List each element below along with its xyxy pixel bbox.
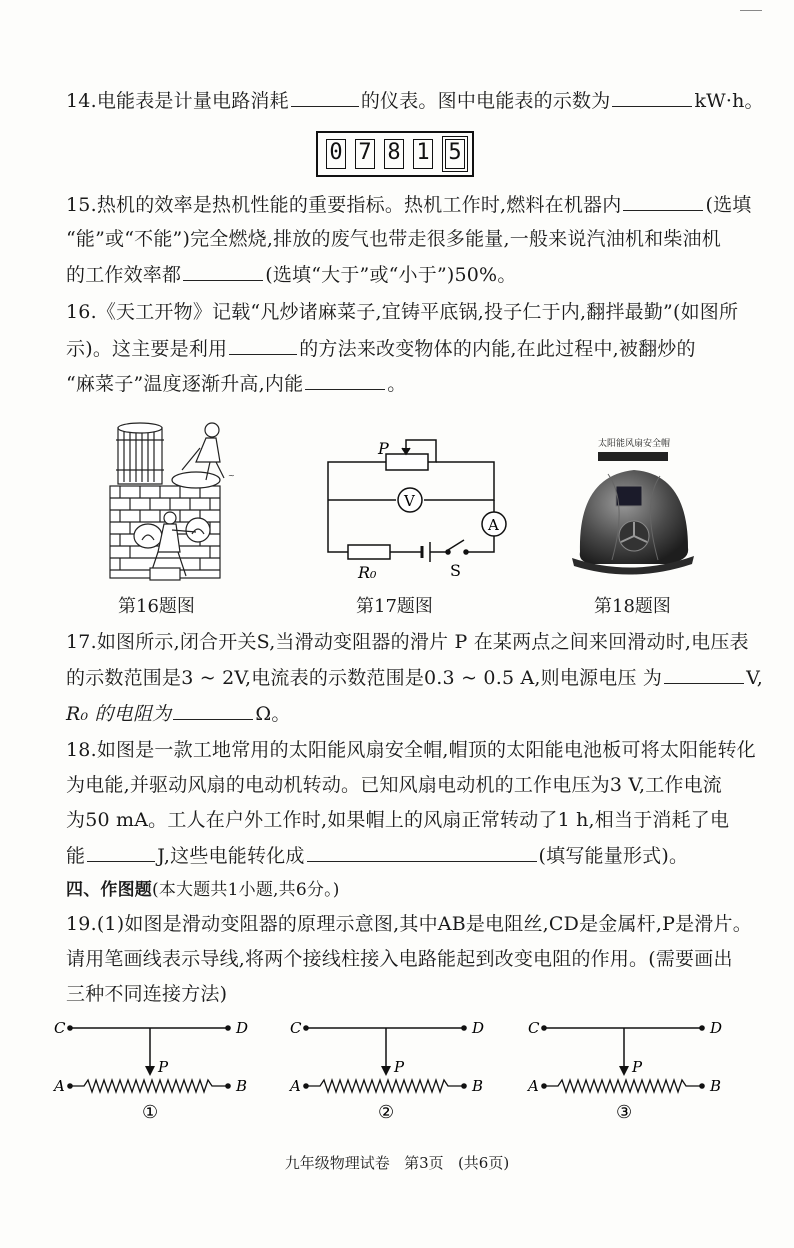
terminal-d: D <box>710 1019 723 1037</box>
question-17-line-1: 17.如图所示,闭合开关S,当滑动变阻器的滑片 P 在某两点之间来回滑动时,电压表 <box>66 631 749 653</box>
diagram-number: ③ <box>616 1102 633 1123</box>
question-18-line-3: 为50 mA。工人在户外工作时,如果帽上的风扇正常转动了1 h,相当于消耗了电 <box>66 809 730 831</box>
q18-text: 能 <box>66 845 86 867</box>
meter-digit: 8 <box>384 139 404 169</box>
question-15-line-3 <box>66 262 517 287</box>
resistor-r0 <box>348 545 390 559</box>
fig17-label-r0: R₀ <box>358 563 377 582</box>
rheostat <box>386 454 428 470</box>
answer-blank[interactable] <box>623 192 703 211</box>
q16-text: “麻菜子”温度逐渐升高,内能 <box>66 373 304 395</box>
q15-text: 15.热机的效率是热机性能的重要指标。热机工作时,燃料在机器内 <box>66 194 622 216</box>
terminal-d: D <box>472 1019 485 1037</box>
q17-text: V, <box>746 667 763 689</box>
fig17-circuit <box>318 432 510 582</box>
q17-text: Ω。 <box>255 703 291 725</box>
fig17-caption: 第17题图 <box>356 596 433 617</box>
section-title: 四、作图题 <box>66 880 152 900</box>
answer-blank[interactable] <box>87 843 155 862</box>
rheostat-diagrams <box>50 1010 750 1130</box>
question-18-line-1: 18.如图是一款工地常用的太阳能风扇安全帽,帽顶的太阳能电池板可将太阳能转化 <box>66 739 756 761</box>
terminal-d: D <box>236 1019 249 1037</box>
rheostat-diagram-1 <box>52 1019 248 1123</box>
q18-text: J,这些电能转化成 <box>157 845 305 867</box>
answer-blank[interactable] <box>664 665 744 684</box>
ammeter-label: A <box>488 516 499 534</box>
answer-blank[interactable] <box>173 701 253 720</box>
question-18-line-2: 为电能,并驱动风扇的电动机转动。已知风扇电动机的工作电压为3 V,工作电流 <box>66 774 723 796</box>
question-18-line-4 <box>66 843 688 868</box>
slider-p: P <box>158 1058 169 1076</box>
q15-text: (选填“大于”或“小于”)50%。 <box>265 264 517 286</box>
question-15-line-1 <box>66 192 751 217</box>
q14-unit: kW·h。 <box>694 90 764 112</box>
terminal-b: B <box>236 1077 248 1095</box>
diagram-number: ② <box>378 1102 395 1123</box>
q17-text: R₀ 的电阻为 <box>66 703 172 725</box>
q16-text: 的方法来改变物体的内能,在此过程中,被翻炒的 <box>299 338 696 360</box>
slider-p: P <box>632 1058 643 1076</box>
question-17-line-3 <box>66 701 291 726</box>
meter-digit: 0 <box>326 139 346 169</box>
switch-label: S <box>450 561 461 580</box>
terminal-a: A <box>528 1077 539 1095</box>
terminal-a: A <box>54 1077 65 1095</box>
question-16-line-1: 16.《天工开物》记载“凡炒诸麻菜子,宜铸平底锅,投子仁于内,翻拌最勤”(如图所 <box>66 301 739 323</box>
fig17-label-p: P <box>378 439 389 458</box>
answer-blank[interactable] <box>305 371 385 390</box>
fig18-title: 太阳能风扇安全帽 <box>597 439 671 449</box>
question-17-line-2 <box>66 665 763 690</box>
q14-text-a: 14.电能表是计量电路消耗 <box>66 90 289 112</box>
fig18-label-bar <box>598 452 668 461</box>
voltmeter-label: V <box>404 492 415 510</box>
rheostat-diagram-3 <box>526 1019 722 1123</box>
q16-text: 示)。这主要是利用 <box>66 338 228 360</box>
answer-blank[interactable] <box>229 336 297 355</box>
section-note: (本大题共1小题,共6分。) <box>152 880 340 900</box>
question-16-line-3 <box>66 371 406 396</box>
question-19-line-3: 三种不同连接方法) <box>66 983 228 1005</box>
meter-digit: 7 <box>355 139 375 169</box>
page-footer: 九年级物理试卷 第3页 (共6页) <box>284 1154 510 1172</box>
solar-panel <box>616 486 642 506</box>
question-19-line-1: 19.(1)如图是滑动变阻器的原理示意图,其中AB是电阻丝,CD是金属杆,P是滑片。 <box>66 913 752 935</box>
scan-mark <box>740 10 762 11</box>
question-16-line-2 <box>66 336 696 361</box>
terminal-c: C <box>54 1019 66 1037</box>
fig16-annotation: ~ <box>228 471 235 480</box>
terminal-b: B <box>472 1077 484 1095</box>
terminal-b: B <box>710 1077 722 1095</box>
q14-text-b: 的仪表。图中电能表的示数为 <box>360 90 611 112</box>
terminal-c: C <box>528 1019 540 1037</box>
terminal-c: C <box>290 1019 302 1037</box>
q18-text: (填写能量形式)。 <box>538 845 689 867</box>
q16-text: 。 <box>387 373 407 395</box>
fig18-caption: 第18题图 <box>594 596 671 617</box>
q15-text: (选填 <box>705 194 752 216</box>
fig16-illustration <box>100 418 260 586</box>
question-15-line-2: “能”或“不能”)完全燃烧,排放的废气也带走很多能量,一般来说汽油机和柴油机 <box>66 228 721 250</box>
fig16-caption: 第16题图 <box>118 596 195 617</box>
q17-text: 的示数范围是3 ~ 2V,电流表的示数范围是0.3 ~ 0.5 A,则电源电压 为 <box>66 667 663 689</box>
answer-blank[interactable] <box>291 88 359 107</box>
rheostat-diagram-2 <box>288 1019 484 1123</box>
diagram-number: ① <box>142 1102 159 1123</box>
fig18-helmet-photo <box>568 432 698 582</box>
answer-blank[interactable] <box>183 262 263 281</box>
meter-digit: 1 <box>413 139 433 169</box>
section-4-heading <box>66 878 340 902</box>
terminal-a: A <box>290 1077 301 1095</box>
question-19-line-2: 请用笔画线表示导线,将两个接线柱接入电路能起到改变电阻的作用。(需要画出 <box>66 948 733 970</box>
slider-p: P <box>394 1058 405 1076</box>
answer-blank[interactable] <box>307 843 537 862</box>
energy-meter-display <box>316 131 474 177</box>
answer-blank[interactable] <box>612 88 692 107</box>
question-14-line <box>66 88 764 113</box>
q15-text: 的工作效率都 <box>66 264 182 286</box>
meter-decimal-digit: 5 <box>445 139 465 169</box>
